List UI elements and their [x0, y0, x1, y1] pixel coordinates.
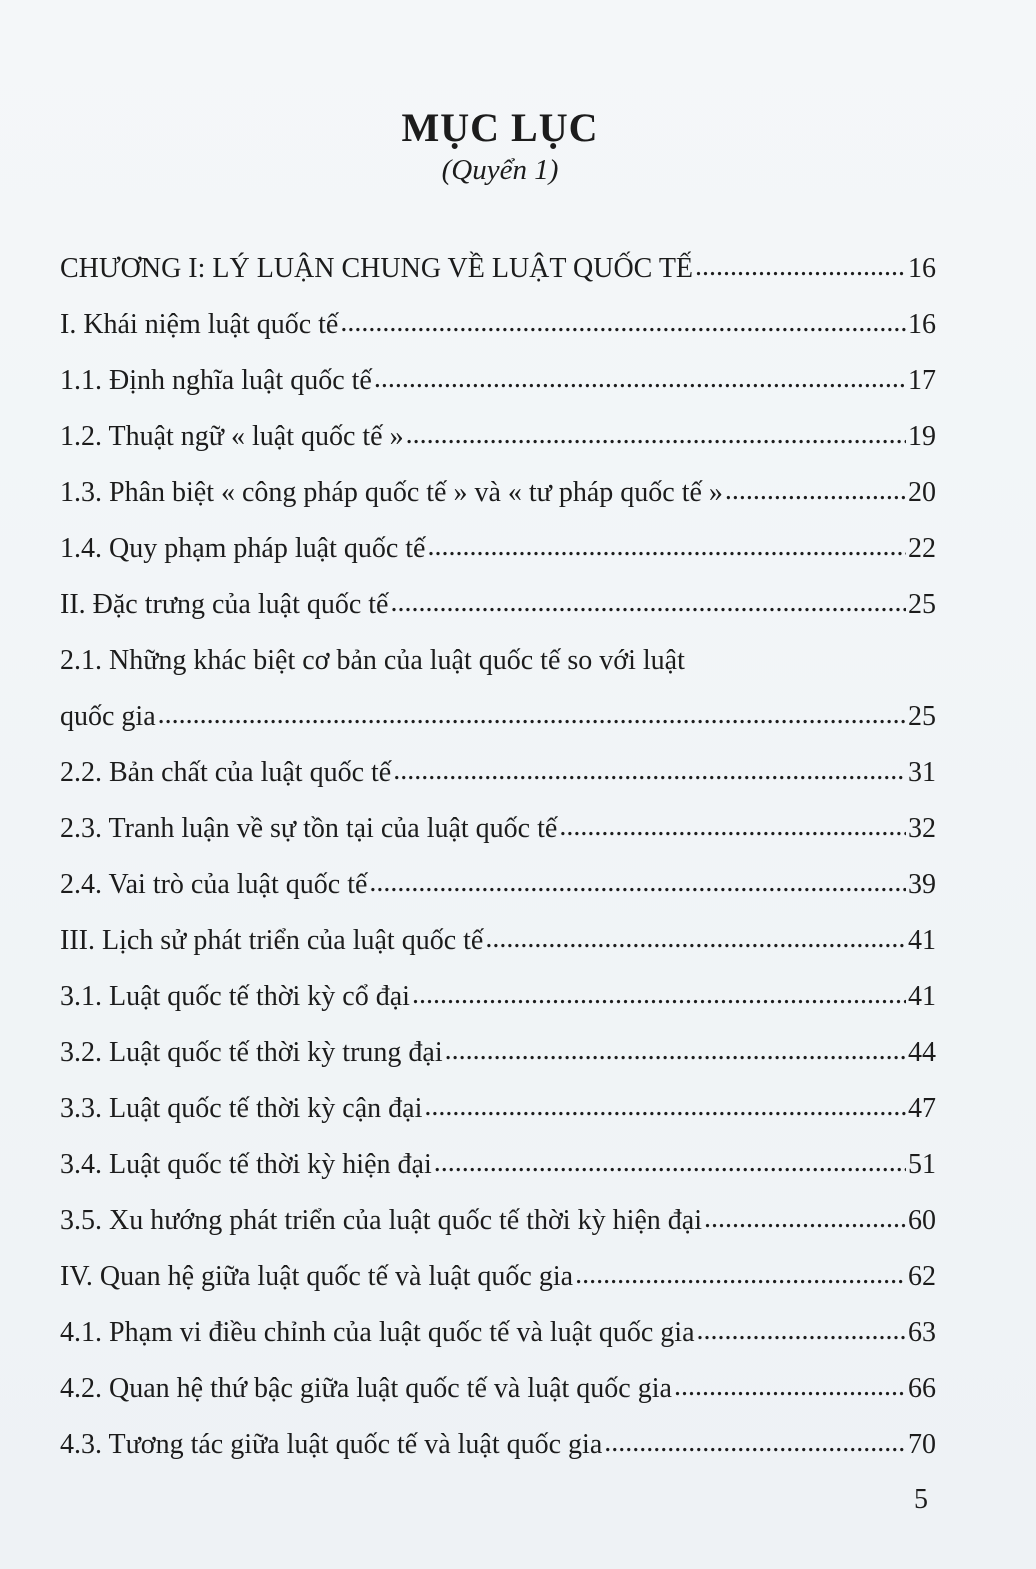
toc-entry-label: 4.1. Phạm vi điều chỉnh của luật quốc tế và luật quốc gia [60, 1317, 695, 1348]
toc-entry [60, 805, 936, 861]
toc-entry-page: 22 [908, 533, 936, 564]
toc-entry-label: CHƯƠNG I: LÝ LUẬN CHUNG VỀ LUẬT QUỐC TẾ [60, 253, 694, 284]
toc-entry-page: 51 [908, 1149, 936, 1180]
toc-entry [60, 1141, 936, 1197]
toc-entry [60, 357, 936, 413]
toc-leader-dots [374, 355, 906, 403]
toc-entry [60, 1029, 936, 1085]
toc-entry-label: I. Khái niệm luật quốc tế [60, 309, 339, 340]
toc-entry-page: 63 [908, 1317, 936, 1348]
toc-leader-dots [424, 1083, 906, 1131]
toc-entry [60, 413, 936, 469]
toc-leader-dots [427, 523, 906, 571]
toc-entry [60, 245, 936, 301]
toc-entry-label: 4.2. Quan hệ thứ bậc giữa luật quốc tế và luật quốc gia [60, 1373, 672, 1404]
toc-leader-dots [695, 243, 906, 291]
toc-entry [60, 1197, 936, 1253]
toc-leader-dots [559, 803, 906, 851]
toc-entry [60, 973, 936, 1029]
toc-entry-label: quốc gia [60, 701, 156, 732]
toc-entry-page: 39 [908, 869, 936, 900]
toc-entry-page: 25 [908, 589, 936, 620]
toc-leader-dots [390, 579, 906, 627]
toc-entry-label: 1.4. Quy phạm pháp luật quốc tế [60, 533, 426, 564]
toc-entry-page: 32 [908, 813, 936, 844]
toc-entry [60, 1421, 936, 1477]
toc-entry-page: 16 [908, 253, 936, 284]
toc-entry [60, 693, 936, 749]
toc-entry-page: 70 [908, 1429, 936, 1460]
toc-leader-dots [412, 971, 906, 1019]
toc-leader-dots [434, 1139, 906, 1187]
toc-entry-page: 44 [908, 1037, 936, 1068]
toc-entry-label: 2.4. Vai trò của luật quốc tế [60, 869, 368, 900]
toc-entry-page: 41 [908, 981, 936, 1012]
toc-leader-dots [158, 691, 906, 739]
toc-entry-label: 1.1. Định nghĩa luật quốc tế [60, 365, 372, 396]
toc-leader-dots [674, 1363, 906, 1411]
toc-entry-label: IV. Quan hệ giữa luật quốc tế và luật quốc gia [60, 1261, 574, 1292]
toc-leader-dots [697, 1307, 907, 1355]
toc-leader-dots [393, 747, 906, 795]
toc-entry-label: 3.4. Luật quốc tế thời kỳ hiện đại [60, 1149, 432, 1180]
toc-leader-dots [575, 1251, 906, 1299]
toc-entry-label: 2.3. Tranh luận về sự tồn tại của luật quốc tế [60, 813, 558, 844]
table-of-contents [60, 245, 936, 1477]
toc-leader-dots [725, 467, 906, 515]
toc-entry-page: 19 [908, 421, 936, 452]
toc-entry-label: III. Lịch sử phát triển của luật quốc tế [60, 925, 484, 956]
toc-entry-page: 25 [908, 701, 936, 732]
toc-entry-page: 41 [908, 925, 936, 956]
toc-entry-label: 2.2. Bản chất của luật quốc tế [60, 757, 392, 788]
toc-entry-label: 3.5. Xu hướng phát triển của luật quốc tế thời kỳ hiện đại [60, 1205, 702, 1236]
toc-leader-dots [704, 1195, 906, 1243]
page-number: 5 [914, 1484, 928, 1515]
toc-entry [60, 749, 936, 805]
toc-entry-page: 60 [908, 1205, 936, 1236]
toc-entry [60, 581, 936, 637]
toc-entry-page: 66 [908, 1373, 936, 1404]
toc-entry [60, 1309, 936, 1365]
toc-entry-label: 4.3. Tương tác giữa luật quốc tế và luật quốc gia [60, 1429, 603, 1460]
toc-entry-label: 1.2. Thuật ngữ « luật quốc tế » [60, 421, 404, 452]
toc-entry-page: 16 [908, 309, 936, 340]
toc-leader-dots [445, 1027, 906, 1075]
toc-entry-page: 31 [908, 757, 936, 788]
toc-entry [60, 1365, 936, 1421]
toc-entry [60, 637, 936, 693]
toc-leader-dots [406, 411, 906, 459]
page-subtitle: (Quyển 1) [441, 154, 559, 186]
toc-entry-label: II. Đặc trưng của luật quốc tế [60, 589, 389, 620]
toc-entry [60, 469, 936, 525]
toc-entry-page: 47 [908, 1093, 936, 1124]
toc-entry-page: 20 [908, 477, 936, 508]
toc-entry-label: 1.3. Phân biệt « công pháp quốc tế » và « tư pháp quốc tế » [60, 477, 723, 508]
toc-entry-page: 62 [908, 1261, 936, 1292]
toc-entry [60, 917, 936, 973]
toc-entry-label: 3.2. Luật quốc tế thời kỳ trung đại [60, 1037, 443, 1068]
toc-leader-dots [369, 859, 906, 907]
page-title: MỤC LỤC [401, 105, 599, 150]
toc-entry [60, 1253, 936, 1309]
toc-entry [60, 301, 936, 357]
toc-entry [60, 1085, 936, 1141]
toc-entry-page: 17 [908, 365, 936, 396]
toc-entry-label: 3.1. Luật quốc tế thời kỳ cổ đại [60, 981, 410, 1012]
toc-entry-label: 3.3. Luật quốc tế thời kỳ cận đại [60, 1093, 423, 1124]
toc-leader-dots [604, 1419, 906, 1467]
toc-leader-dots [340, 299, 906, 347]
toc-leader-dots [485, 915, 906, 963]
toc-entry [60, 525, 936, 581]
toc-entry-label: 2.1. Những khác biệt cơ bản của luật quốc tế so với luật [60, 645, 685, 676]
toc-entry [60, 861, 936, 917]
